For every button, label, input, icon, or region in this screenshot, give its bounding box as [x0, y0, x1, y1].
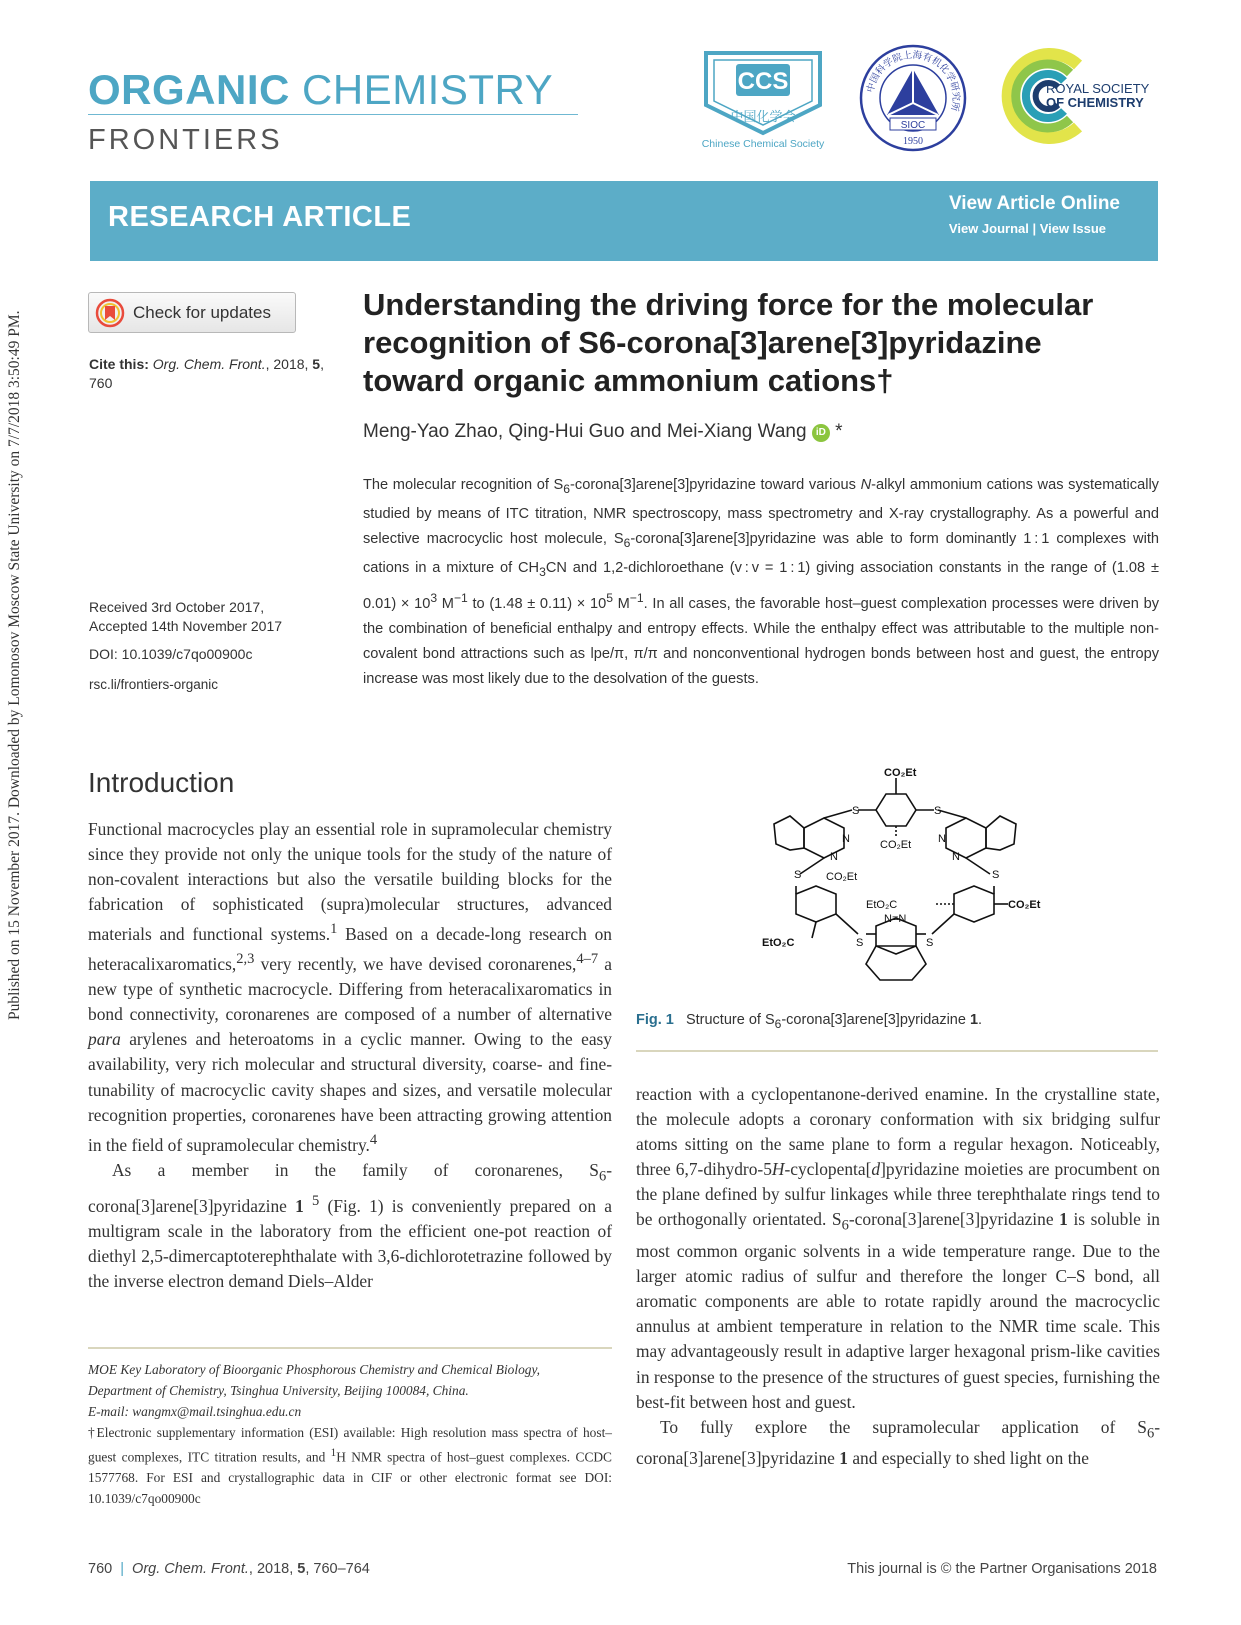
- label-n-left-1: N: [842, 833, 850, 845]
- label-n-right-1: N: [938, 833, 946, 845]
- cite-journal: Org. Chem. Front.: [152, 356, 266, 372]
- orcid-icon[interactable]: iD: [812, 424, 830, 442]
- rsc-name-line1: ROYAL SOCIETY: [1046, 81, 1150, 96]
- sioc-abbr: SIOC: [900, 120, 926, 131]
- view-links: [949, 221, 1106, 236]
- sioc-logo[interactable]: [858, 43, 968, 153]
- author-list: [363, 421, 843, 443]
- rsc-name-line2: OF CHEMISTRY: [1046, 95, 1144, 110]
- article-title-line1: Understanding the driving force for the molecular: [363, 287, 1094, 322]
- footer-year: , 2018,: [248, 1561, 298, 1577]
- authors: Meng-Yao Zhao, Qing-Hui Guo and Mei-Xiang Wang: [363, 421, 807, 442]
- right-paragraph-1: reaction with a cyclopentanone-derived enamine. In the crystalline state, the molecule adopts a coronary conformation with six bridging sulfur atoms sitting on the same plane to form a regular hexagon. Noticeably, three 6,7-dihydro-5H-cyclopenta[d]pyridazine moieties are procumbent on the plane defined by sulfur linkages while three terephthalate rings tend to be orthogonally orientated. $S_6-corona[3]arene[3]pyridazine$ 1 is soluble in most common organic solvents in a wide temperature range. Due to the larger atomic radius of sulfur and therefore the longer C–S bond, all aromatic components are able to rotate rapidly around the macrocyclic annulus at ambient temperature in relation to the NMR time scale. This may advantageously result in adaptive larger hexagonal prism-like cavities in response to the presence of the structures of guest species, furnishing the best-fit between host and guest.: [636, 1084, 1160, 1412]
- label-n-right-2: N: [952, 851, 960, 863]
- label-co2et-inner-top: CO₂Et: [880, 839, 912, 851]
- rsc-logo[interactable]: [1000, 43, 1165, 148]
- ccs-logo[interactable]: [698, 47, 828, 152]
- affiliation-line-1: MOE Key Laboratory of Bioorganic Phosphorous Chemistry and Chemical Biology,: [88, 1362, 541, 1377]
- footer-separator: |: [120, 1561, 125, 1577]
- citation: Cite this: Org. Chem. Front., 2018, 5, 760: [89, 356, 324, 391]
- label-co2et-inner-left: CO₂Et: [826, 871, 858, 883]
- label-co2et-top: CO₂Et: [884, 767, 917, 779]
- label-eto2c-inner: EtO₂C: [866, 899, 898, 911]
- rsc-logo-graphic: [1000, 43, 1165, 148]
- ccs-chinese-name: 中国化学会: [730, 110, 796, 125]
- view-issue-link[interactable]: View Issue: [1039, 221, 1106, 236]
- cite-year: , 2018,: [265, 356, 313, 372]
- page-footer-right: This journal is © the Partner Organisations 2018: [847, 1561, 1157, 1577]
- cite-volume: 5: [312, 356, 321, 372]
- label-s-left-mid: S: [794, 869, 802, 881]
- article-type-banner: [90, 181, 1158, 261]
- view-article-online-link[interactable]: View Article Online: [948, 193, 1120, 214]
- link-separator: |: [1032, 221, 1040, 236]
- accepted-date: Accepted 14th November 2017: [89, 618, 283, 634]
- ccs-english-name: Chinese Chemical Society: [701, 138, 825, 150]
- received-date: Received 3rd October 2017,: [89, 599, 265, 615]
- journal-title-word1: ORGANIC: [88, 66, 290, 113]
- affiliation-line-2: Department of Chemistry, Tsinghua University, Beijing 100084, China.: [88, 1383, 469, 1398]
- check-for-updates-button[interactable]: [88, 292, 296, 333]
- article-title-line3: toward organic ammonium cations†: [363, 363, 894, 398]
- affiliation-email[interactable]: E-mail: wangmx@mail.tsinghua.edu.cn: [88, 1404, 302, 1419]
- label-nn-bottom: N=N: [884, 913, 907, 925]
- label-s-top-right: S: [934, 805, 942, 817]
- view-journal-link[interactable]: View Journal: [948, 221, 1029, 236]
- page-number: 760: [88, 1561, 113, 1577]
- figure-1-structure: [760, 766, 1041, 1006]
- journal-title: [88, 66, 553, 114]
- right-paragraph-2: To fully explore the supramolecular application of $S_6-corona[3]arene[3]pyridazine$ 1 and especially to shed light on the: [636, 1416, 1160, 1469]
- intro-paragraph-1: Functional macrocycles play an essential role in supramolecular chemistry since they provide not only the unique tools for the study of the nature of non-covalent interactions but also the versatile building blocks for the fabrication of sophisticated (supra)molecular structures, advanced materials and functional systems.$^1$ Based on a decade-long research on heteracalixaromatics,$^{2,3}$ very recently, we have devised coronarenes,$^{4-7}$ a new type of synthetic macrocycle. Differing from heteracalixaromatics in bond connectivity, coronarenes are composed of a number of alternative para arylenes and heteroatoms in a cyclic manner. Owing to the easy availability, very rich molecular and structural diversity, coarse- and fine-tunability of macrocyclic cavity shapes and sizes, and versatile molecular recognition properties, coronarenes have been attracting growing attention in the field of supramolecular chemistry.$^4$: [88, 819, 612, 1155]
- sioc-ring-text: 中国科学院上海有机化学研究所: [865, 49, 962, 113]
- corresponding-mark: *: [835, 421, 843, 442]
- cite-page: 760: [89, 375, 113, 391]
- right-column-text: [636, 1082, 1160, 1471]
- footer-pages: , 760–764: [305, 1561, 370, 1577]
- intro-paragraph-2: As a member in the family of coronarenes, $S_6-corona[3]arene[3]pyridazine$ 1 $^5$ (Fig. 1) is conveniently prepared on a multigram scale in the laboratory from the efficient one-pot reaction of diethyl 2,5-dimercaptoterephthalate with 3,6-dichlorotetrazine followed by the inverse electron demand Diels–Alder: [88, 1159, 612, 1292]
- cite-label: Cite this:: [89, 356, 149, 372]
- ccs-logo-graphic: [698, 47, 828, 152]
- article-title: [363, 286, 1163, 400]
- journal-url[interactable]: rsc.li/frontiers-organic: [89, 677, 219, 692]
- label-s-top-left: S: [852, 805, 860, 817]
- title-divider: [88, 114, 578, 115]
- check-for-updates-label: Check for updates: [133, 302, 271, 322]
- footer-journal: Org. Chem. Front.: [132, 1561, 249, 1577]
- journal-subtitle: FRONTIERS: [88, 124, 283, 156]
- ccs-mark: CCS: [737, 68, 789, 95]
- label-eto2c-left: EtO₂C: [762, 937, 795, 949]
- label-s-bottom-left: S: [856, 937, 864, 949]
- article-title-line2: recognition of S6-corona[3]arene[3]pyridazine: [363, 325, 1042, 360]
- sioc-logo-graphic: [858, 43, 968, 153]
- journal-title-word2: CHEMISTRY: [302, 66, 554, 113]
- footnote-divider: [88, 1347, 612, 1349]
- section-heading-introduction: Introduction: [88, 767, 235, 798]
- esi-footnote: †Electronic supplementary information (ESI) available: High resolution mass spectra of host–guest complexes, ITC titration results, and $^1$H NMR spectra of host–guest complexes. CCDC 1577768. For ESI and crystallographic data in CIF or other electronic format see DOI: 10.1039/c7qo00900c: [88, 1425, 612, 1507]
- download-side-note: Published on 15 November 2017. Downloaded by Lomonosov Moscow State University on 7/7/2018 3:50:49 PM.: [6, 310, 23, 1020]
- figure-divider: [636, 1050, 1158, 1052]
- bookmark-icon: [95, 298, 125, 328]
- label-s-right-mid: S: [992, 869, 1000, 881]
- sioc-year: 1950: [903, 136, 923, 147]
- introduction-text: [88, 817, 612, 1294]
- doi[interactable]: DOI: 10.1039/c7qo00900c: [89, 646, 253, 662]
- footnotes: [88, 1359, 612, 1509]
- abstract: The molecular recognition of $S_6-corona[3]arene[3]pyridazine$ toward various N-alkyl ammonium cations was systematically studied by means of ITC titration, NMR spectroscopy, mass spectrometry and X-ray crystallography. As a powerful and selective macrocyclic host molecule, $S_6-corona[3]arene[3]pyridazine$ was able to form dominantly 1 : 1 complexes with cations in a mixture of $CH_3CN$ and 1,2-dichloroethane (v : v = 1 : 1) giving association constants in the range of $(1.08 \pm 0.01) \times 10^3$ $M^{-1}$ to $(1.48 \pm 0.11) \times 10^5$ $M^{-1}$. In all cases, the favorable host–guest complexation processes were driven by the combination of beneficial enthalpy and entropy effects. While the enthalpy effect was attributable to the multiple non-covalent bond attractions such as lpe/π, π/π and nonconventional hydrogen bonds between host and guest, the entropy increase was most likely due to the desolvation of the guests.: [363, 477, 1159, 687]
- page-footer-left: [88, 1561, 370, 1577]
- label-n-left-2: N: [830, 851, 838, 863]
- figure-1-caption: Fig. 1 Structure of $S_6-corona[3]arene[3]pyridazine$ 1.: [636, 1012, 983, 1031]
- footer-volume: 5: [297, 1561, 306, 1577]
- article-type-label: RESEARCH ARTICLE: [108, 201, 412, 233]
- label-s-bottom-right: S: [926, 937, 934, 949]
- label-co2et-right: CO₂Et: [1008, 899, 1041, 911]
